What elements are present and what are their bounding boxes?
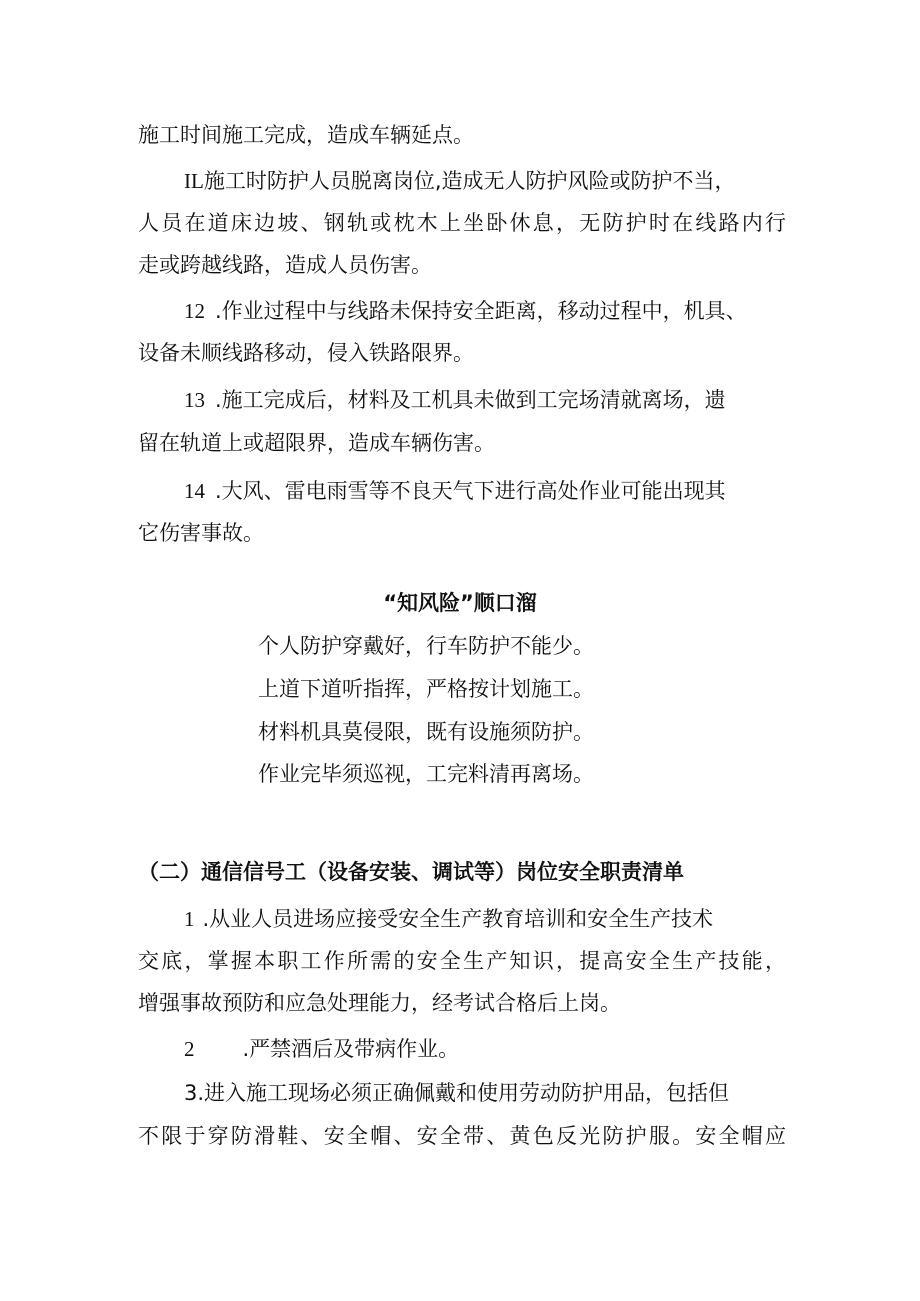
section-2-item-2-line-1 xyxy=(184,1034,786,1064)
section-2-item-1-line-3: 增强事故预防和应急处理能力，经考试合格后上岗。 xyxy=(138,991,621,1015)
item-11-line-3: 走或跨越线路，造成人员伤害。 xyxy=(138,253,432,277)
item-12-line-2: 设备未顺线路移动，侵入铁路限界。 xyxy=(138,341,474,365)
rhyme-line-4: 作业完毕须巡视，工完料清再离场。 xyxy=(258,762,594,786)
section-2-heading: （二）通信信号工（设备安装、调试等）岗位安全职责清单 xyxy=(138,860,684,884)
item-12-text: .作业过程中与线路未保持安全距离，移动过程中，机具、 xyxy=(215,299,747,323)
section-2-item-2-number: 2 xyxy=(184,1037,195,1061)
item-12-line-1 xyxy=(184,296,786,326)
item-11-line-1 xyxy=(184,166,786,196)
item-14-number: 14 xyxy=(184,479,205,503)
rhyme-line-2: 上道下道听指挥，严格按计划施工。 xyxy=(258,677,594,701)
rhyme-line-3: 材料机具莫侵限，既有设施须防护。 xyxy=(258,720,594,744)
section-2-item-1-text: .从业人员进场应接受安全生产教育培训和安全生产技术 xyxy=(202,907,714,931)
section-2-item-2-text: .严禁酒后及带病作业。 xyxy=(242,1037,460,1061)
paragraph-10-tail: 施工时间施工完成，造成车辆延点。 xyxy=(138,123,474,147)
item-11-text: 施工时防护人员脱离岗位,造成无人防护风险或防护不当， xyxy=(203,169,736,193)
item-12-number: 12 xyxy=(184,299,205,323)
rhyme-title: “知风险”顺口溜 xyxy=(383,591,537,615)
item-13-number: 13 xyxy=(184,388,205,412)
item-13-line-1 xyxy=(184,385,786,415)
item-13-line-2: 留在轨道上或超限界，造成车辆伤害。 xyxy=(138,431,495,455)
item-11-line-2: 人员在道床边坡、钢轨或枕木上坐卧休息，无防护时在线路内行 xyxy=(138,211,786,235)
section-2-item-3-line-2: 不限于穿防滑鞋、安全帽、安全带、黄色反光防护服。安全帽应 xyxy=(138,1124,786,1148)
item-13-text: .施工完成后，材料及工机具未做到工完场清就离场，遗 xyxy=(215,388,726,412)
section-2-item-3-line-1: 3.进入施工现场必须正确佩戴和使用劳动防护用品，包括但 xyxy=(184,1081,730,1105)
rhyme-line-1: 个人防护穿戴好，行车防护不能少。 xyxy=(258,634,594,658)
section-2-item-1-number: 1 xyxy=(184,907,195,931)
section-2-item-1-line-2: 交底，掌握本职工作所需的安全生产知识，提高安全生产技能， xyxy=(138,949,786,973)
item-11-number: IL xyxy=(184,169,204,193)
item-14-line-2: 它伤害事故。 xyxy=(138,521,264,545)
section-2-item-1-line-1 xyxy=(184,904,786,934)
item-14-line-1 xyxy=(184,476,786,506)
item-14-text: .大风、雷电雨雪等不良天气下进行高处作业可能出现其 xyxy=(215,479,726,503)
